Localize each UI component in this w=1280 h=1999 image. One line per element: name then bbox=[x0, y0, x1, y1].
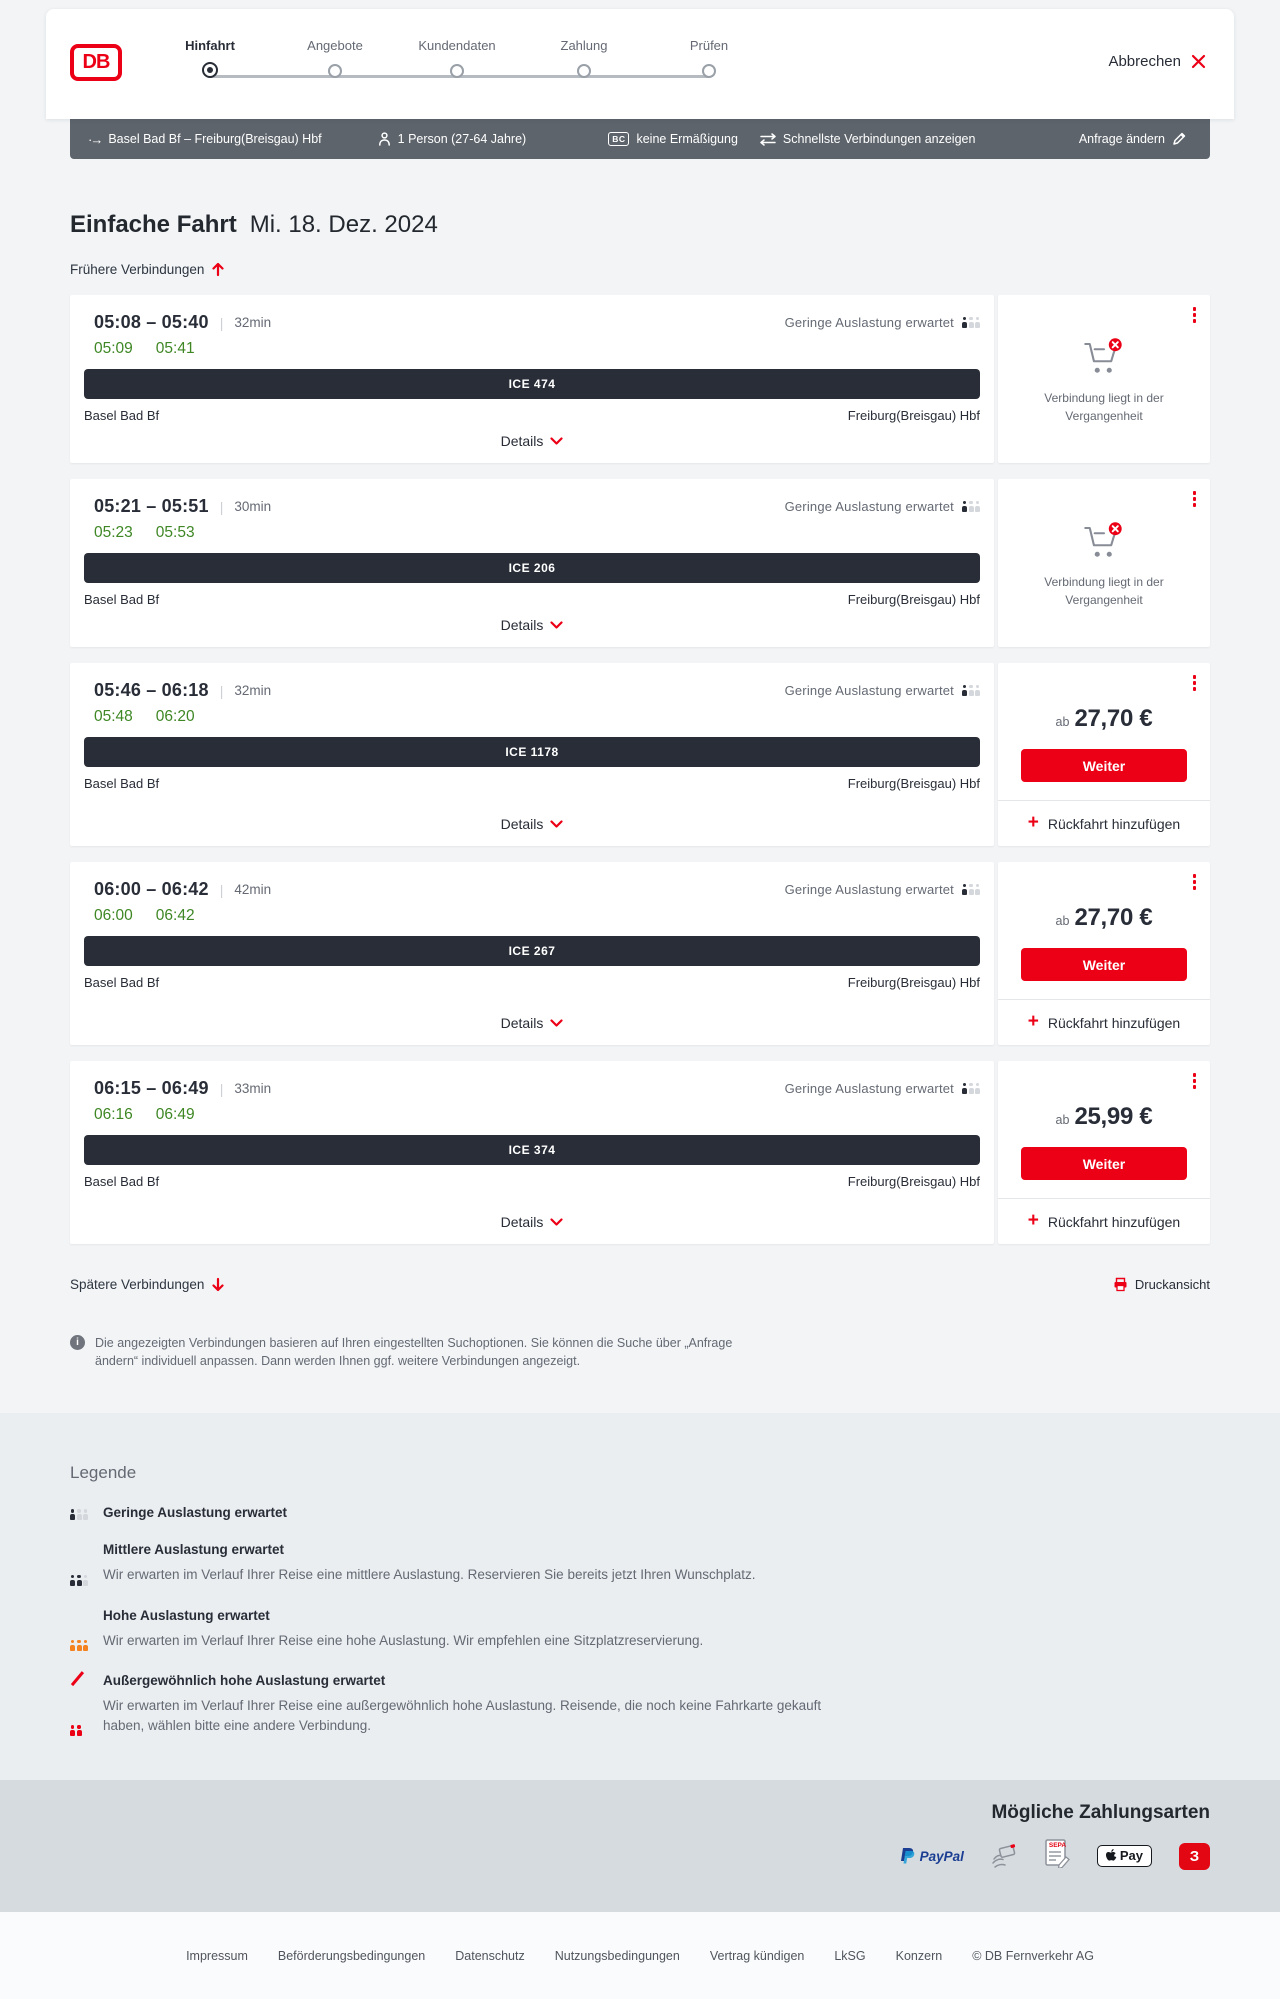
connection-side-panel bbox=[998, 295, 1210, 463]
arrow-down-icon bbox=[212, 1277, 224, 1292]
footer-link[interactable]: Datenschutz bbox=[455, 1948, 525, 1963]
realtime-departure: 06:16 bbox=[94, 1106, 133, 1123]
connections-list bbox=[70, 295, 1210, 1244]
legend-item-low: Geringe Auslastung erwartet bbox=[70, 1505, 1210, 1520]
plus-icon: + bbox=[1027, 1011, 1039, 1032]
realtime-arrival: 06:20 bbox=[155, 708, 195, 725]
connection-side-panel bbox=[998, 663, 1210, 846]
kebab-menu-icon[interactable] bbox=[1191, 489, 1199, 509]
price-prefix: ab bbox=[1055, 1113, 1070, 1127]
info-text-line1: Die angezeigten Verbindungen basieren auf Ihren eingestellten Suchoptionen. Sie können die Suche über „Anfrage bbox=[95, 1336, 733, 1350]
search-options-note bbox=[70, 1334, 1210, 1370]
step-dot bbox=[577, 64, 591, 78]
footer-link[interactable]: Beförderungsbedingungen bbox=[277, 1948, 426, 1963]
legend-section bbox=[0, 1413, 1280, 1780]
legend-title: Legende bbox=[70, 1463, 137, 1483]
occupancy-label: Geringe Auslastung erwartet bbox=[784, 499, 954, 514]
occupancy-label: Geringe Auslastung erwartet bbox=[784, 1081, 954, 1096]
occupancy-low-icon bbox=[962, 685, 980, 696]
progress-stepper bbox=[46, 9, 1234, 119]
add-return-button[interactable]: + Rückfahrt hinzufügen bbox=[998, 1198, 1210, 1244]
details-toggle[interactable]: Details bbox=[501, 433, 564, 451]
chevron-down-icon bbox=[550, 1218, 563, 1227]
realtime-arrival: 06:42 bbox=[155, 907, 195, 924]
details-toggle[interactable]: Details bbox=[501, 1214, 564, 1232]
info-text-line2: ändern“ individuell anpassen. Dann werden Ihnen ggf. weitere Verbindungen angezeigt. bbox=[95, 1354, 581, 1369]
plus-icon: + bbox=[1027, 812, 1039, 833]
train-number: ICE 374 bbox=[508, 1143, 556, 1157]
cart-crossed-icon bbox=[1083, 337, 1125, 375]
realtime-arrival: 05:53 bbox=[155, 524, 195, 541]
origin-station: Basel Bad Bf bbox=[84, 592, 160, 607]
step-dot-active bbox=[202, 62, 218, 78]
connection-side-panel bbox=[998, 862, 1210, 1045]
payment-title: Mögliche Zahlungsarten bbox=[991, 1802, 1210, 1824]
weiter-button[interactable]: Weiter bbox=[1021, 948, 1187, 981]
past-connection-message: Verbindung liegt in der Vergangenheit bbox=[1044, 391, 1164, 423]
separator: | bbox=[219, 314, 224, 331]
train-label-bar[interactable] bbox=[84, 553, 980, 583]
occupancy-low-icon bbox=[962, 1083, 980, 1094]
connection-main bbox=[70, 479, 994, 647]
weiter-button[interactable]: Weiter bbox=[1021, 749, 1187, 782]
route-arrow-icon: ·→ bbox=[88, 131, 102, 147]
credit-card-hand-icon bbox=[991, 1843, 1018, 1869]
add-return-button[interactable]: + Rückfahrt hinzufügen bbox=[998, 800, 1210, 846]
connection-times: 06:15 – 06:49 bbox=[94, 1078, 209, 1098]
occupancy-low-icon bbox=[962, 501, 980, 512]
destination-station: Freiburg(Breisgau) Hbf bbox=[847, 776, 980, 791]
connection-side-panel bbox=[998, 479, 1210, 647]
separator: | bbox=[219, 881, 224, 898]
occupancy-label: Geringe Auslastung erwartet bbox=[784, 683, 954, 698]
chevron-down-icon bbox=[550, 437, 563, 446]
occupancy-high-icon bbox=[70, 1608, 92, 1651]
realtime-departure: 06:00 bbox=[94, 907, 133, 924]
occupancy-medium-icon bbox=[70, 1542, 92, 1585]
person-icon bbox=[378, 132, 391, 146]
separator: | bbox=[219, 498, 224, 515]
paypal-icon: PayPal bbox=[900, 1847, 964, 1865]
step-hinfahrt[interactable]: Hinfahrt bbox=[145, 38, 275, 78]
connection-main bbox=[70, 663, 994, 846]
payment-section bbox=[0, 1780, 1280, 1912]
footer-link[interactable]: LkSG bbox=[834, 1948, 866, 1963]
travel-date: Mi. 18. Dez. 2024 bbox=[249, 211, 438, 238]
connection-card bbox=[70, 862, 1210, 1045]
sepa-lastschrift-icon: SEPA bbox=[1045, 1839, 1070, 1873]
checkout-header bbox=[46, 9, 1234, 119]
connection-times: 05:46 – 06:18 bbox=[94, 680, 209, 700]
info-icon: i bbox=[70, 1335, 85, 1350]
sofort-icon: З bbox=[1179, 1843, 1210, 1870]
connection-card bbox=[70, 1061, 1210, 1244]
later-connections-link[interactable]: Spätere Verbindungen bbox=[70, 1277, 224, 1292]
train-number: ICE 1178 bbox=[505, 745, 559, 759]
step-kundendaten: Kundendaten bbox=[392, 38, 522, 78]
price-amount: 27,70 € bbox=[1074, 705, 1153, 732]
kebab-menu-icon[interactable] bbox=[1191, 1071, 1199, 1091]
kebab-menu-icon[interactable] bbox=[1191, 872, 1199, 892]
payment-methods bbox=[70, 1839, 1210, 1873]
pencil-icon bbox=[1172, 132, 1186, 146]
apple-logo-icon bbox=[1106, 1849, 1117, 1862]
earlier-connections-link[interactable]: Frühere Verbindungen bbox=[70, 262, 224, 277]
connection-duration: 42min bbox=[234, 882, 272, 897]
price-prefix: ab bbox=[1055, 715, 1070, 729]
print-view-link[interactable]: Druckansicht bbox=[1113, 1277, 1210, 1292]
destination-station: Freiburg(Breisgau) Hbf bbox=[847, 975, 980, 990]
destination-station: Freiburg(Breisgau) Hbf bbox=[847, 408, 980, 423]
footer bbox=[0, 1912, 1280, 1999]
summary-discount: BC keine Ermäßigung bbox=[608, 132, 738, 146]
apple-pay-icon: Pay bbox=[1097, 1845, 1152, 1867]
results-title-row bbox=[70, 211, 1210, 239]
realtime-departure: 05:09 bbox=[94, 340, 133, 357]
occupancy-exceptional-icon bbox=[70, 1673, 92, 1737]
printer-icon bbox=[1113, 1277, 1128, 1292]
past-connection-message: Verbindung liegt in der Vergangenheit bbox=[1044, 575, 1164, 607]
train-label-bar[interactable] bbox=[84, 737, 980, 767]
details-toggle[interactable]: Details bbox=[501, 816, 564, 834]
paypal-mark-icon bbox=[900, 1847, 916, 1865]
legend-item-medium: Mittlere Auslastung erwartet Wir erwarten im Verlauf Ihrer Reise eine mittlere Auslastung. Reservieren Sie bereits jetzt Ihren Wunschplatz. bbox=[70, 1542, 1210, 1585]
summary-route: ·→ Basel Bad Bf – Freiburg(Breisgau) Hbf bbox=[88, 131, 322, 147]
connection-card bbox=[70, 663, 1210, 846]
legend-item-exceptional: Außergewöhnlich hohe Auslastung erwartet Wir erwarten im Verlauf Ihrer Reise eine außergewöhnlich hohe Auslastung. Reisende, die noch keine Fahrkarte gekauft haben, wählen bitte eine andere Verbindung. bbox=[70, 1673, 1210, 1737]
chevron-down-icon bbox=[550, 820, 563, 829]
footer-copyright: © DB Fernverkehr AG bbox=[972, 1948, 1094, 1963]
occupancy-low-icon bbox=[962, 884, 980, 895]
connection-card bbox=[70, 479, 1210, 647]
connection-times: 06:00 – 06:42 bbox=[94, 879, 209, 899]
origin-station: Basel Bad Bf bbox=[84, 1174, 160, 1189]
occupancy-low-icon bbox=[962, 317, 980, 328]
footer-link[interactable]: Impressum bbox=[186, 1948, 248, 1963]
results-content bbox=[70, 211, 1210, 1413]
footer-link[interactable]: Nutzungsbedingungen bbox=[554, 1948, 680, 1963]
separator: | bbox=[219, 1080, 224, 1097]
step-dot bbox=[328, 64, 342, 78]
occupancy-low-icon bbox=[70, 1505, 92, 1520]
connection-card bbox=[70, 295, 1210, 463]
connection-main bbox=[70, 295, 994, 463]
close-x-icon bbox=[1191, 54, 1206, 69]
summary-passengers: 1 Person (27-64 Jahre) bbox=[378, 132, 527, 146]
kebab-menu-icon[interactable] bbox=[1191, 673, 1199, 693]
connection-times: 05:08 – 05:40 bbox=[94, 312, 209, 332]
train-number: ICE 474 bbox=[508, 377, 556, 391]
train-number: ICE 267 bbox=[508, 944, 556, 958]
cart-crossed-icon bbox=[1083, 521, 1125, 559]
train-number: ICE 206 bbox=[508, 561, 556, 575]
edit-request-button[interactable]: Anfrage ändern bbox=[1079, 132, 1186, 146]
realtime-departure: 05:48 bbox=[94, 708, 133, 725]
legend-item-high: Hohe Auslastung erwartet Wir erwarten im Verlauf Ihrer Reise eine hohe Auslastung. Wir empfehlen eine Sitzplatzreservierung. bbox=[70, 1608, 1210, 1651]
trip-type-title: Einfache Fahrt bbox=[70, 211, 237, 238]
price-amount: 27,70 € bbox=[1074, 904, 1153, 931]
train-label-bar[interactable] bbox=[84, 1135, 980, 1165]
summary-fastest-filter[interactable]: Schnellste Verbindungen anzeigen bbox=[760, 132, 976, 146]
realtime-departure: 05:23 bbox=[94, 524, 133, 541]
connection-duration: 30min bbox=[234, 499, 272, 514]
db-logo-text: DB bbox=[82, 51, 110, 73]
connection-duration: 32min bbox=[234, 683, 272, 698]
step-zahlung: Zahlung bbox=[519, 38, 649, 78]
plus-icon: + bbox=[1027, 1210, 1039, 1231]
step-dot bbox=[702, 64, 716, 78]
origin-station: Basel Bad Bf bbox=[84, 975, 160, 990]
train-label-bar[interactable] bbox=[84, 936, 980, 966]
footer-links bbox=[186, 1949, 942, 1963]
connection-main bbox=[70, 1061, 994, 1244]
origin-station: Basel Bad Bf bbox=[84, 776, 160, 791]
weiter-button[interactable]: Weiter bbox=[1021, 1147, 1187, 1180]
train-label-bar[interactable] bbox=[84, 369, 980, 399]
cancel-button[interactable]: Abbrechen bbox=[1108, 53, 1206, 70]
add-return-button[interactable]: + Rückfahrt hinzufügen bbox=[998, 999, 1210, 1045]
details-toggle[interactable]: Details bbox=[501, 617, 564, 635]
search-summary-bar bbox=[70, 119, 1210, 159]
occupancy-label: Geringe Auslastung erwartet bbox=[784, 315, 954, 330]
connection-times: 05:21 – 05:51 bbox=[94, 496, 209, 516]
connection-duration: 33min bbox=[234, 1081, 272, 1096]
destination-station: Freiburg(Breisgau) Hbf bbox=[847, 1174, 980, 1189]
step-pruefen: Prüfen bbox=[644, 38, 774, 78]
price-amount: 25,99 € bbox=[1074, 1103, 1153, 1130]
realtime-arrival: 05:41 bbox=[155, 340, 195, 357]
kebab-menu-icon[interactable] bbox=[1191, 305, 1199, 325]
connection-main bbox=[70, 862, 994, 1045]
step-angebote: Angebote bbox=[270, 38, 400, 78]
sliders-icon bbox=[760, 133, 776, 146]
footer-link[interactable]: Konzern bbox=[895, 1948, 943, 1963]
separator: | bbox=[219, 682, 224, 699]
chevron-down-icon bbox=[550, 621, 563, 630]
occupancy-label: Geringe Auslastung erwartet bbox=[784, 882, 954, 897]
connection-side-panel bbox=[998, 1061, 1210, 1244]
details-toggle[interactable]: Details bbox=[501, 1015, 564, 1033]
origin-station: Basel Bad Bf bbox=[84, 408, 160, 423]
destination-station: Freiburg(Breisgau) Hbf bbox=[847, 592, 980, 607]
arrow-up-icon bbox=[212, 262, 224, 277]
footer-link[interactable]: Vertrag kündigen bbox=[709, 1948, 805, 1963]
connection-duration: 32min bbox=[234, 315, 272, 330]
bahncard-icon: BC bbox=[608, 132, 629, 146]
realtime-arrival: 06:49 bbox=[155, 1106, 195, 1123]
step-dot bbox=[450, 64, 464, 78]
chevron-down-icon bbox=[550, 1019, 563, 1028]
price-prefix: ab bbox=[1055, 914, 1070, 928]
